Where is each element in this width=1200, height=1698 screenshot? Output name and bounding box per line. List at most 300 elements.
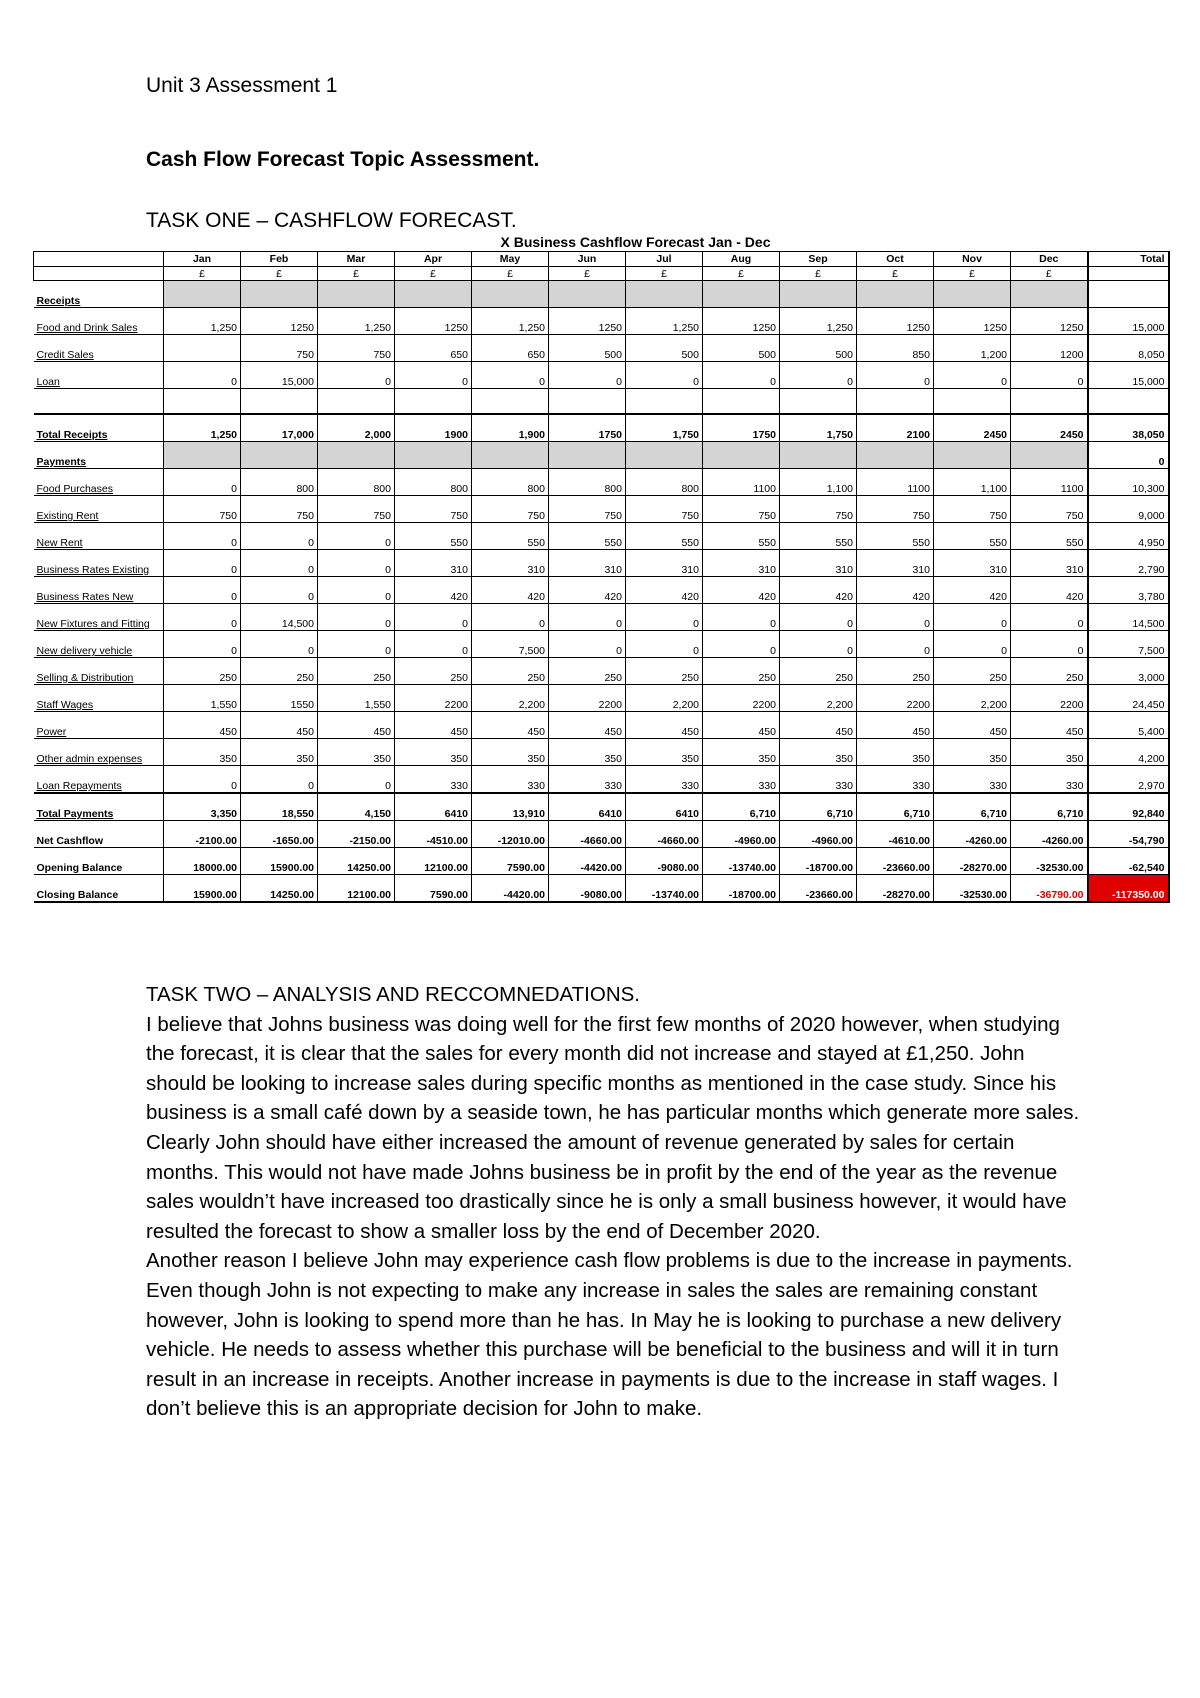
- value-cell: 4,150: [318, 793, 395, 821]
- currency-symbol: £: [703, 267, 780, 281]
- value-cell: 0: [318, 362, 395, 389]
- value-cell: -4260.00: [934, 821, 1011, 848]
- value-cell: -13740.00: [626, 875, 703, 903]
- value-cell: -9080.00: [626, 848, 703, 875]
- payment-row: [34, 712, 1169, 739]
- payments-section-row-label: Payments: [34, 442, 164, 469]
- value-cell: 0: [934, 604, 1011, 631]
- value-cell: 0: [395, 604, 472, 631]
- value-cell: 0: [241, 766, 318, 794]
- value-cell: 350: [1011, 739, 1088, 766]
- value-cell: 250: [472, 658, 549, 685]
- value-cell: 450: [164, 712, 241, 739]
- value-cell: 420: [1011, 577, 1088, 604]
- value-cell: 14,500: [241, 604, 318, 631]
- value-cell: 250: [395, 658, 472, 685]
- value-cell: 330: [934, 766, 1011, 794]
- value-cell: -18700.00: [703, 875, 780, 903]
- value-cell: 6410: [549, 793, 626, 821]
- currency-symbol: £: [549, 267, 626, 281]
- value-cell: 0: [857, 604, 934, 631]
- currency-label-cell: [34, 267, 164, 281]
- value-cell: -1650.00: [241, 821, 318, 848]
- value-cell: 15900.00: [164, 875, 241, 903]
- value-cell: 0: [934, 631, 1011, 658]
- blank-cell: [934, 389, 1011, 415]
- value-cell: 450: [1011, 712, 1088, 739]
- value-cell: 0: [1011, 604, 1088, 631]
- value-cell: 1,750: [780, 414, 857, 442]
- value-cell: 800: [241, 469, 318, 496]
- value-cell: 0: [703, 631, 780, 658]
- row-label: Closing Balance: [34, 875, 164, 903]
- section-cell: [934, 281, 1011, 308]
- receipts-section-row-label: Receipts: [34, 281, 164, 308]
- value-cell: 1,100: [934, 469, 1011, 496]
- blank-cell: [241, 389, 318, 415]
- value-cell: 250: [780, 658, 857, 685]
- value-cell: 250: [934, 658, 1011, 685]
- row-label: Credit Sales: [34, 335, 164, 362]
- value-cell: 0: [318, 550, 395, 577]
- section-cell: [857, 281, 934, 308]
- value-cell: -32530.00: [934, 875, 1011, 903]
- value-cell: 0: [549, 604, 626, 631]
- value-cell: -28270.00: [857, 875, 934, 903]
- value-cell: 310: [857, 550, 934, 577]
- receipt-row: [34, 308, 1169, 335]
- value-cell: 1250: [703, 308, 780, 335]
- value-cell: 1,900: [472, 414, 549, 442]
- row-total: 24,450: [1088, 685, 1169, 712]
- value-cell: 750: [626, 496, 703, 523]
- value-cell: 750: [164, 496, 241, 523]
- blank-cell: [1088, 389, 1169, 415]
- row-label: Loan: [34, 362, 164, 389]
- value-cell: 1,250: [164, 414, 241, 442]
- receipt-row: [34, 335, 1169, 362]
- value-cell: 800: [318, 469, 395, 496]
- blank-cell: [395, 389, 472, 415]
- value-cell: -23660.00: [780, 875, 857, 903]
- value-cell: 0: [318, 604, 395, 631]
- blank-cell: [626, 389, 703, 415]
- value-cell: 310: [472, 550, 549, 577]
- value-cell: 0: [395, 631, 472, 658]
- blank-cell: [703, 389, 780, 415]
- value-cell: 2450: [934, 414, 1011, 442]
- value-cell: 0: [934, 362, 1011, 389]
- value-cell: -36790.00: [1011, 875, 1088, 903]
- value-cell: 14250.00: [241, 875, 318, 903]
- value-cell: 2,200: [780, 685, 857, 712]
- currency-symbol: £: [780, 267, 857, 281]
- payment-row: [34, 685, 1169, 712]
- topic-title: Cash Flow Forecast Topic Assessment.: [146, 148, 540, 171]
- task-two-section: [146, 980, 1086, 1424]
- value-cell: 500: [549, 335, 626, 362]
- value-cell: -4960.00: [780, 821, 857, 848]
- value-cell: -32530.00: [1011, 848, 1088, 875]
- row-total: -54,790: [1088, 821, 1169, 848]
- value-cell: 1,750: [626, 414, 703, 442]
- row-label: Staff Wages: [34, 685, 164, 712]
- value-cell: 0: [164, 766, 241, 794]
- value-cell: 550: [857, 523, 934, 550]
- value-cell: 800: [395, 469, 472, 496]
- value-cell: 0: [164, 577, 241, 604]
- value-cell: 6,710: [934, 793, 1011, 821]
- value-cell: 250: [164, 658, 241, 685]
- receipts-section-row: [34, 281, 1169, 308]
- value-cell: 15,000: [241, 362, 318, 389]
- value-cell: 800: [549, 469, 626, 496]
- value-cell: 330: [780, 766, 857, 794]
- analysis-paragraph-1: I believe that Johns business was doing well for the first few months of 2020 however, when studying the forecast, it is clear that the sales for every month did not increase and stayed at £1,250. John should be looking to increase sales during specific months as mentioned in the case study. Since his business is a small café down by a seaside town, he has particular months which generate more sales. Clearly John should have either increased the amount of revenue generated by sales for certain months. This would not have made Johns business be in profit by the end of the year as the revenue sales wouldn’t have increased too drastically since he is only a small business however, it would have resulted the forecast to show a smaller loss by the end of December 2020.: [146, 1012, 1080, 1243]
- value-cell: 420: [934, 577, 1011, 604]
- blank-row: [34, 389, 1169, 415]
- value-cell: 310: [549, 550, 626, 577]
- value-cell: 0: [626, 631, 703, 658]
- blank-cell: [1011, 389, 1088, 415]
- currency-row: [34, 267, 1169, 281]
- payment-row: [34, 496, 1169, 523]
- month-header: Oct: [857, 252, 934, 267]
- blank-cell: [318, 389, 395, 415]
- value-cell: 1900: [395, 414, 472, 442]
- value-cell: 1,250: [164, 308, 241, 335]
- value-cell: 550: [395, 523, 472, 550]
- row-label: Power: [34, 712, 164, 739]
- row-total: -117350.00: [1088, 875, 1169, 903]
- value-cell: 0: [318, 577, 395, 604]
- value-cell: 1100: [703, 469, 780, 496]
- value-cell: 0: [703, 604, 780, 631]
- value-cell: 1,100: [780, 469, 857, 496]
- value-cell: -4610.00: [857, 821, 934, 848]
- value-cell: 0: [318, 523, 395, 550]
- currency-symbol: £: [318, 267, 395, 281]
- value-cell: 550: [1011, 523, 1088, 550]
- value-cell: 6,710: [1011, 793, 1088, 821]
- value-cell: 650: [395, 335, 472, 362]
- value-cell: 0: [549, 631, 626, 658]
- value-cell: 6410: [395, 793, 472, 821]
- row-total: 10,300: [1088, 469, 1169, 496]
- row-total: 2,970: [1088, 766, 1169, 794]
- value-cell: 250: [549, 658, 626, 685]
- value-cell: -2100.00: [164, 821, 241, 848]
- value-cell: 2,200: [626, 685, 703, 712]
- value-cell: 550: [934, 523, 1011, 550]
- value-cell: 350: [241, 739, 318, 766]
- value-cell: 7,500: [472, 631, 549, 658]
- value-cell: 0: [164, 362, 241, 389]
- value-cell: 2,200: [934, 685, 1011, 712]
- value-cell: 450: [318, 712, 395, 739]
- currency-symbol: £: [1011, 267, 1088, 281]
- blank-cell: [34, 389, 164, 415]
- section-cell: [1011, 442, 1088, 469]
- row-label: Selling & Distribution: [34, 658, 164, 685]
- value-cell: 1550: [241, 685, 318, 712]
- value-cell: 7590.00: [395, 875, 472, 903]
- value-cell: 450: [241, 712, 318, 739]
- currency-symbol: £: [164, 267, 241, 281]
- section-cell: [472, 281, 549, 308]
- total-receipts-row: [34, 414, 1169, 442]
- value-cell: 0: [395, 362, 472, 389]
- month-header: Nov: [934, 252, 1011, 267]
- section-cell: [318, 281, 395, 308]
- month-header: Dec: [1011, 252, 1088, 267]
- section-cell: [780, 281, 857, 308]
- value-cell: 350: [626, 739, 703, 766]
- value-cell: 450: [549, 712, 626, 739]
- row-total: 4,200: [1088, 739, 1169, 766]
- value-cell: 1,550: [318, 685, 395, 712]
- value-cell: 0: [164, 550, 241, 577]
- value-cell: 0: [241, 523, 318, 550]
- value-cell: 0: [857, 631, 934, 658]
- month-header: Jan: [164, 252, 241, 267]
- value-cell: 2,000: [318, 414, 395, 442]
- value-cell: 250: [857, 658, 934, 685]
- value-cell: 0: [1011, 631, 1088, 658]
- row-label: Existing Rent: [34, 496, 164, 523]
- value-cell: 350: [857, 739, 934, 766]
- value-cell: 750: [241, 335, 318, 362]
- value-cell: 18,550: [241, 793, 318, 821]
- row-total: 15,000: [1088, 362, 1169, 389]
- row-total: 7,500: [1088, 631, 1169, 658]
- section-cell: [857, 442, 934, 469]
- month-header: Sep: [780, 252, 857, 267]
- value-cell: 750: [241, 496, 318, 523]
- value-cell: 500: [703, 335, 780, 362]
- value-cell: 330: [703, 766, 780, 794]
- month-header-row: [34, 252, 1169, 267]
- value-cell: 0: [1011, 362, 1088, 389]
- value-cell: 0: [472, 604, 549, 631]
- value-cell: 7590.00: [472, 848, 549, 875]
- value-cell: 330: [549, 766, 626, 794]
- value-cell: 12100.00: [318, 875, 395, 903]
- value-cell: 250: [1011, 658, 1088, 685]
- row-total: 4,950: [1088, 523, 1169, 550]
- value-cell: 350: [549, 739, 626, 766]
- value-cell: -18700.00: [780, 848, 857, 875]
- month-header: Apr: [395, 252, 472, 267]
- value-cell: 250: [241, 658, 318, 685]
- value-cell: 650: [472, 335, 549, 362]
- value-cell: 330: [1011, 766, 1088, 794]
- value-cell: 310: [395, 550, 472, 577]
- value-cell: 350: [780, 739, 857, 766]
- currency-total-cell: [1088, 267, 1169, 281]
- value-cell: 310: [780, 550, 857, 577]
- value-cell: 1750: [549, 414, 626, 442]
- value-cell: 1250: [857, 308, 934, 335]
- value-cell: 420: [857, 577, 934, 604]
- payment-row: [34, 577, 1169, 604]
- value-cell: 330: [626, 766, 703, 794]
- task-one-heading: TASK ONE – CASHFLOW FORECAST.: [146, 209, 517, 232]
- currency-symbol: £: [857, 267, 934, 281]
- row-total: 8,050: [1088, 335, 1169, 362]
- row-label: Food and Drink Sales: [34, 308, 164, 335]
- value-cell: 2200: [549, 685, 626, 712]
- value-cell: 420: [626, 577, 703, 604]
- row-label: Total Receipts: [34, 414, 164, 442]
- row-label: New delivery vehicle: [34, 631, 164, 658]
- row-total: 3,780: [1088, 577, 1169, 604]
- value-cell: 800: [626, 469, 703, 496]
- value-cell: 1,200: [934, 335, 1011, 362]
- blank-cell: [857, 389, 934, 415]
- task-two-heading: TASK TWO – ANALYSIS AND RECCOMNEDATIONS.: [146, 983, 640, 1006]
- row-total: 38,050: [1088, 414, 1169, 442]
- unit-title: Unit 3 Assessment 1: [146, 74, 338, 97]
- value-cell: 330: [395, 766, 472, 794]
- section-cell: [241, 281, 318, 308]
- value-cell: 750: [703, 496, 780, 523]
- section-cell: [934, 442, 1011, 469]
- row-total: 3,000: [1088, 658, 1169, 685]
- value-cell: 2100: [857, 414, 934, 442]
- payments-section-row-total: 0: [1088, 442, 1169, 469]
- row-total: 9,000: [1088, 496, 1169, 523]
- payment-row: [34, 469, 1169, 496]
- value-cell: 750: [934, 496, 1011, 523]
- value-cell: 0: [472, 362, 549, 389]
- value-cell: 0: [241, 631, 318, 658]
- value-cell: 750: [472, 496, 549, 523]
- value-cell: 0: [780, 604, 857, 631]
- value-cell: 350: [318, 739, 395, 766]
- value-cell: 13,910: [472, 793, 549, 821]
- value-cell: 14250.00: [318, 848, 395, 875]
- value-cell: 1,250: [318, 308, 395, 335]
- value-cell: 550: [626, 523, 703, 550]
- opening-balance-row: [34, 848, 1169, 875]
- payment-row: [34, 523, 1169, 550]
- value-cell: 250: [626, 658, 703, 685]
- section-cell: [164, 281, 241, 308]
- value-cell: 0: [318, 766, 395, 794]
- row-label: Business Rates New: [34, 577, 164, 604]
- section-cell: [626, 442, 703, 469]
- value-cell: 1200: [1011, 335, 1088, 362]
- corner-cell: [34, 252, 164, 267]
- value-cell: 850: [857, 335, 934, 362]
- value-cell: 750: [857, 496, 934, 523]
- month-header: May: [472, 252, 549, 267]
- row-label: New Fixtures and Fitting: [34, 604, 164, 631]
- closing-balance-row: [34, 875, 1169, 903]
- value-cell: 1750: [703, 414, 780, 442]
- payment-row: [34, 766, 1169, 794]
- section-cell: [626, 281, 703, 308]
- payment-row: [34, 604, 1169, 631]
- blank-cell: [472, 389, 549, 415]
- value-cell: 550: [549, 523, 626, 550]
- section-cell: [318, 442, 395, 469]
- value-cell: 0: [241, 550, 318, 577]
- section-cell: [703, 281, 780, 308]
- total-header: Total: [1088, 252, 1169, 267]
- value-cell: 450: [934, 712, 1011, 739]
- value-cell: 2200: [703, 685, 780, 712]
- value-cell: 420: [703, 577, 780, 604]
- value-cell: 450: [780, 712, 857, 739]
- value-cell: 2200: [1011, 685, 1088, 712]
- row-total: 92,840: [1088, 793, 1169, 821]
- value-cell: 0: [241, 577, 318, 604]
- value-cell: 1,250: [626, 308, 703, 335]
- value-cell: 12100.00: [395, 848, 472, 875]
- value-cell: 6410: [626, 793, 703, 821]
- net-cashflow-row: [34, 821, 1169, 848]
- row-label: Loan Repayments: [34, 766, 164, 794]
- value-cell: 1,250: [472, 308, 549, 335]
- value-cell: 0: [780, 362, 857, 389]
- value-cell: 750: [1011, 496, 1088, 523]
- value-cell: 2200: [395, 685, 472, 712]
- value-cell: 750: [549, 496, 626, 523]
- value-cell: 250: [703, 658, 780, 685]
- value-cell: 750: [395, 496, 472, 523]
- value-cell: 6,710: [780, 793, 857, 821]
- row-label: Food Purchases: [34, 469, 164, 496]
- blank-cell: [780, 389, 857, 415]
- row-label: New Rent: [34, 523, 164, 550]
- spreadsheet-title: X Business Cashflow Forecast Jan - Dec: [500, 234, 771, 250]
- row-label: Business Rates Existing: [34, 550, 164, 577]
- value-cell: 3,350: [164, 793, 241, 821]
- value-cell: 0: [164, 631, 241, 658]
- payment-row: [34, 739, 1169, 766]
- currency-symbol: £: [395, 267, 472, 281]
- value-cell: 2450: [1011, 414, 1088, 442]
- value-cell: -2150.00: [318, 821, 395, 848]
- row-label: Total Payments: [34, 793, 164, 821]
- value-cell: -4660.00: [549, 821, 626, 848]
- section-cell: [549, 281, 626, 308]
- value-cell: 500: [780, 335, 857, 362]
- row-label: Opening Balance: [34, 848, 164, 875]
- value-cell: 0: [857, 362, 934, 389]
- analysis-paragraph-2: Another reason I believe John may experience cash flow problems is due to the increase in payments. Even though John is not expecting to make any increase in sales the sales are remaining constant however, John is looking to spend more than he has. In May he is looking to purchase a new delivery vehicle. He needs to assess whether this purchase will be beneficial to the business and will it in turn result in an increase in receipts. Another increase in payments is due to the increase in staff wages. I don’t believe this is an appropriate decision for John to make.: [146, 1249, 1073, 1421]
- value-cell: 2200: [857, 685, 934, 712]
- value-cell: -4260.00: [1011, 821, 1088, 848]
- value-cell: 420: [395, 577, 472, 604]
- value-cell: -4420.00: [549, 848, 626, 875]
- value-cell: 750: [318, 335, 395, 362]
- value-cell: 1250: [395, 308, 472, 335]
- value-cell: 350: [472, 739, 549, 766]
- month-header: Mar: [318, 252, 395, 267]
- value-cell: 6,710: [703, 793, 780, 821]
- section-cell: [472, 442, 549, 469]
- section-cell: [164, 442, 241, 469]
- currency-symbol: £: [626, 267, 703, 281]
- row-label: Net Cashflow: [34, 821, 164, 848]
- value-cell: 800: [472, 469, 549, 496]
- value-cell: 1250: [1011, 308, 1088, 335]
- value-cell: 15900.00: [241, 848, 318, 875]
- value-cell: 1250: [934, 308, 1011, 335]
